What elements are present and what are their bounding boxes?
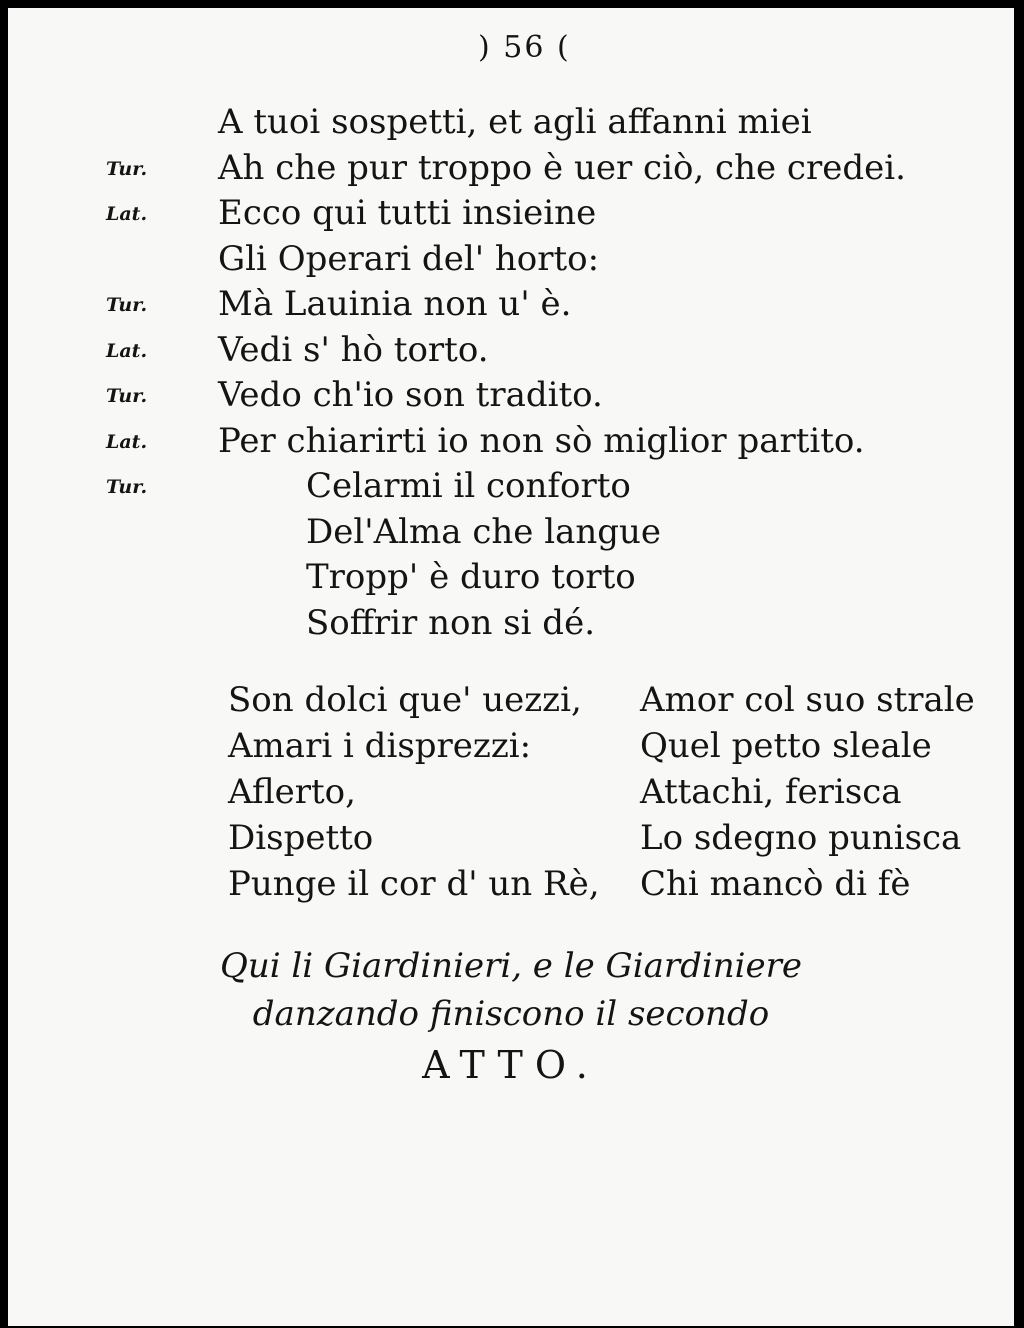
verse-line: Per chiarirti io non sò miglior partito.: [218, 421, 865, 461]
speaker-label: Lat.: [106, 203, 148, 225]
verse-left-line: Aflerto,: [228, 772, 356, 812]
speaker-label: Tur.: [106, 158, 148, 180]
speaker-label: Lat.: [106, 431, 148, 453]
speaker-label: Lat.: [106, 340, 148, 362]
verse-left-line: Dispetto: [228, 818, 374, 858]
verse-right-line: Attachi, ferisca: [640, 772, 902, 812]
verse-line: Mà Lauinia non u' è.: [218, 284, 572, 324]
verse-right-line: Amor col suo strale: [640, 680, 975, 720]
dialogue-line: [8, 557, 1008, 601]
dialogue-line: [8, 193, 1008, 237]
dialogue-line: [8, 148, 1008, 192]
verse-line: Celarmi il conforto: [306, 466, 631, 506]
speaker-label: Tur.: [106, 476, 148, 498]
verse-left-line: Amari i disprezzi:: [228, 726, 532, 766]
verse-line: Tropp' è duro torto: [306, 557, 636, 597]
verse-column-left: [228, 680, 600, 910]
verse-left-line: Son dolci que' uezzi,: [228, 680, 582, 720]
dialogue-line: [8, 603, 1008, 647]
verse-right-line: Chi mancò di fè: [640, 864, 911, 904]
verse-line: Vedi s' hò torto.: [218, 330, 489, 370]
stage-direction-act-label: ATTO.: [422, 1043, 600, 1087]
dialogue-line: [8, 284, 1008, 328]
dialogue-line: [8, 102, 1008, 146]
speaker-label: Tur.: [106, 385, 148, 407]
speaker-label: Tur.: [106, 294, 148, 316]
dialogue-line: [8, 330, 1008, 374]
verse-line: Soffrir non si dé.: [306, 603, 595, 643]
verse-line: Del'Alma che langue: [306, 512, 662, 552]
verse-right-line: Lo sdegno punisca: [640, 818, 962, 858]
page-number: ) 56 (: [478, 30, 571, 65]
stage-direction-line-2: danzando finiscono il secondo: [252, 994, 770, 1034]
stage-direction-line-1: Qui li Giardinieri, e le Giardiniere: [219, 946, 803, 986]
book-page: [8, 8, 1014, 1326]
dialogue-line: [8, 375, 1008, 419]
verse-line: A tuoi sospetti, et agli affanni miei: [218, 102, 812, 142]
verse-column-right: [640, 680, 975, 910]
dialogue-line: [8, 239, 1008, 283]
verse-line: Ecco qui tutti insieine: [218, 193, 597, 233]
verse-right-line: Quel petto sleale: [640, 726, 932, 766]
verse-line: Ah che pur troppo è uer ciò, che credei.: [218, 148, 906, 188]
verse-line: Gli Operari del' horto:: [218, 239, 600, 279]
dialogue-line: [8, 512, 1008, 556]
verse-line: Vedo ch'io son tradito.: [218, 375, 603, 415]
dialogue-line: [8, 421, 1008, 465]
dialogue-line: [8, 466, 1008, 510]
verse-left-line: Punge il cor d' un Rè,: [228, 864, 600, 904]
